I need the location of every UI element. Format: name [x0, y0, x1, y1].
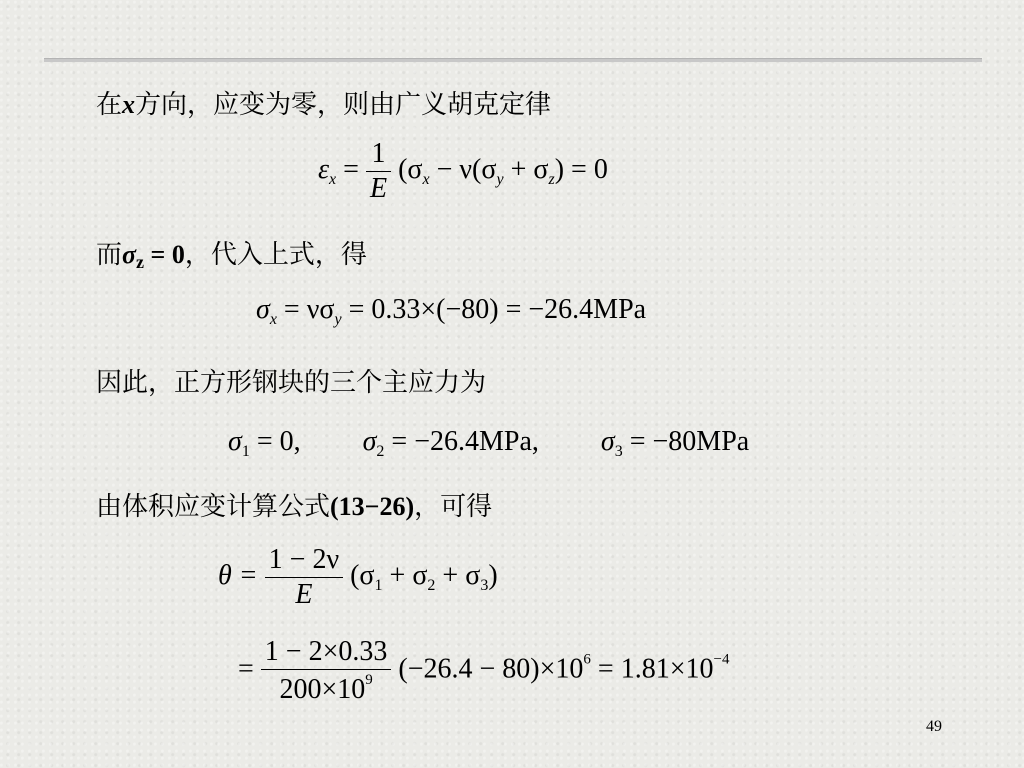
equation-theta-formula: θ = $\frac{1 - 2\nu}{E}$ $(\sigma_1 + \sigma_2 + \sigma_3)$	[218, 544, 498, 610]
equation-strain-x: $\varepsilon_x$ = $\frac{1}{E}$ ($\sigma_x - \nu(\sigma_y + \sigma_z) = 0$	[318, 138, 608, 204]
paragraph-principal-stresses: 因此，正方形钢块的三个主应力为	[96, 368, 487, 398]
equation-principal-values: $\sigma_1 = 0$, $\sigma_2 = -26.4MPa$, $\sigma_3 = -80MPa$	[228, 426, 750, 460]
equation-sigma-x: $\sigma_x = \nu\sigma_y = 0.33\times(-80) = -26.4MPa$	[256, 294, 647, 328]
slide-number: 49	[926, 718, 942, 735]
fraction-one-over-e: $\frac{1}{E}$	[366, 140, 391, 203]
paragraph-hooke-law: 在x方向，应变为零，则由广义胡克定律	[96, 90, 552, 120]
top-rule	[44, 58, 982, 62]
paragraph-substitute: 而σz = 0，代入上式，得	[96, 240, 367, 272]
paragraph-volume-strain: 由体积应变计算公式(13−26)，可得	[96, 492, 493, 522]
equation-theta-result: = $\frac{1 - 2\times 0.33}{200\times 10^9}$ $(-26.4 - 80)\times 10^6 = 1.81\times 10^{-4}$	[238, 636, 730, 705]
fraction-numeric: $\frac{1 - 2\times 0.33}{200\times 10^9}$	[261, 638, 392, 704]
fraction-one-minus-two-nu: $\frac{1 - 2\nu}{E}$	[265, 546, 343, 609]
